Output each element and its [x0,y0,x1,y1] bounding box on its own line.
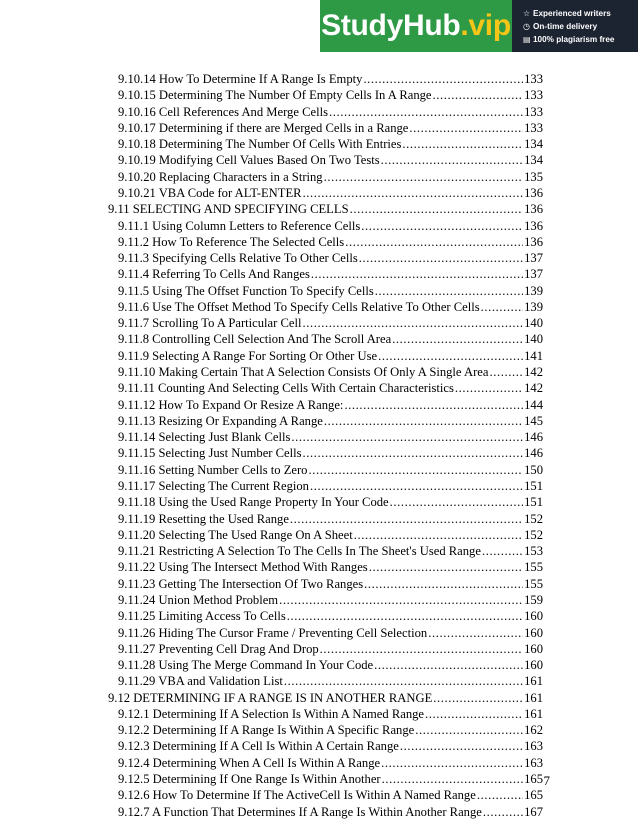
toc-entry-row [118,87,543,103]
toc-entry[interactable] [0,478,638,494]
toc-entry-row [118,641,543,657]
toc-entry[interactable] [0,104,638,120]
toc-leader-dots [433,690,523,706]
toc-entry-page: 139 [524,299,543,314]
toc-entry-title: 9.11.26 Hiding The Cursor Frame / Preventing Cell Selection [118,625,428,640]
toc-entry-row [118,494,543,510]
toc-leader-dots [425,706,523,722]
toc-entry[interactable] [0,218,638,234]
toc-entry-title: 9.10.20 Replacing Characters in a String [118,169,323,184]
toc-entry-title: 9.12 DETERMINING IF A RANGE IS IN ANOTHER RANGE [108,690,433,705]
toc-entry[interactable] [0,120,638,136]
toc-entry-title: 9.11.13 Resizing Or Expanding A Range [118,413,323,428]
toc-entry-row [118,511,543,527]
toc-entry-title: 9.12.1 Determining If A Selection Is Within A Named Range [118,706,425,721]
toc-entry-title: 9.11.21 Restricting A Selection To The Cells In The Sheet's Used Range [118,544,481,559]
toc-entry[interactable] [0,283,638,299]
toc-entry-row [118,608,543,624]
toc-entry-title: 9.11.1 Using Column Letters to Reference Cells [118,218,361,233]
toc-leader-dots [402,136,523,152]
toc-leader-dots [279,592,523,608]
toc-leader-dots [290,511,523,527]
toc-entry-page: 133 [524,88,543,103]
toc-entry-row [118,185,543,201]
toc-entry-title: 9.11.24 Union Method Problem [118,592,279,607]
toc-entry[interactable] [0,136,638,152]
toc-entry-title: 9.11.2 How To Reference The Selected Cells [118,234,345,249]
toc-entry-page: 136 [524,234,543,249]
toc-entry-row [118,706,543,722]
toc-entry-row [118,722,543,738]
toc-entry-page: 160 [524,609,543,624]
toc-leader-dots [359,250,523,266]
toc-leader-dots [364,576,523,592]
toc-entry-row [118,266,543,282]
toc-entry-title: 9.11.15 Selecting Just Number Cells [118,446,302,461]
toc-entry-row [118,234,543,250]
toc-entry-page: 152 [524,527,543,542]
toc-entry-title: 9.12.5 Determining If One Range Is Within Another [118,772,381,787]
toc-entry-row [118,673,543,689]
toc-entry-page: 136 [524,218,543,233]
toc-entry-page: 142 [524,365,543,380]
toc-entry-row [118,592,543,608]
toc-leader-dots [489,364,523,380]
toc-entry[interactable] [0,266,638,282]
feature-experienced-writers [523,7,638,20]
toc-entry-title: 9.12.3 Determining If A Cell Is Within A Certain Range [118,739,399,754]
toc-entry-page: 163 [524,739,543,754]
toc-entry[interactable] [0,576,638,592]
toc-entry-title: 9.11.9 Selecting A Range For Sorting Or Other Use [118,348,378,363]
toc-entry[interactable] [0,722,638,738]
studyhub-logo[interactable] [320,0,512,52]
toc-entry-row [118,380,543,396]
toc-entry[interactable] [0,755,638,771]
toc-entry[interactable] [0,787,638,803]
toc-entry[interactable] [0,543,638,559]
toc-entry-row [118,576,543,592]
toc-entry-page: 146 [524,430,543,445]
toc-entry-page: 133 [524,120,543,135]
toc-entry-page: 135 [524,169,543,184]
feature-label: On-time delivery [533,21,598,31]
toc-leader-dots [344,397,523,413]
toc-entry-page: 134 [524,153,543,168]
toc-entry[interactable] [0,657,638,673]
toc-entry-page: 133 [524,104,543,119]
feature-label: 100% plagiarism free [533,34,615,44]
logo-suffix: .vip [460,9,511,42]
toc-entry-title: 9.11.28 Using The Merge Command In Your Code [118,658,374,673]
toc-leader-dots [381,152,523,168]
toc-entry-row [118,755,543,771]
toc-entry-page: 136 [524,185,543,200]
toc-entry-title: 9.11.18 Using the Used Range Property In Your Code [118,495,389,510]
toc-entry-page: 152 [524,511,543,526]
toc-entry-page: 162 [524,723,543,738]
toc-entry-page: 167 [524,804,543,819]
toc-entry-title: 9.11.27 Preventing Cell Drag And Drop [118,641,319,656]
toc-entry-page: 159 [524,592,543,607]
toc-entry[interactable] [0,445,638,461]
toc-entry-page: 133 [524,72,543,86]
toc-leader-dots [378,348,523,364]
toc-entry-title: 9.11.12 How To Expand Or Resize A Range: [118,397,344,412]
toc-entry-page: 151 [524,495,543,510]
logo-main: StudyHub [321,9,461,42]
toc-leader-dots [455,380,523,396]
toc-entry-title: 9.12.4 Determining When A Cell Is Within A Range [118,755,381,770]
toc-leader-dots [392,331,523,347]
toc-entry[interactable] [0,608,638,624]
toc-entry[interactable] [0,152,638,168]
toc-entry-row [118,120,543,136]
toc-entry-title: 9.11.22 Using The Intersect Method With Ranges [118,560,368,575]
toc-entry-page: 145 [524,413,543,428]
toc-entry[interactable] [0,592,638,608]
toc-entry-title: 9.11.4 Referring To Cells And Ranges [118,267,310,282]
toc-entry-title: 9.11.17 Selecting The Current Region [118,479,309,493]
toc-entry-row [118,804,543,820]
toc-entry-row [118,136,543,152]
toc-leader-dots [390,494,523,510]
toc-entry-title: 9.10.19 Modifying Cell Values Based On Two Tests [118,153,380,168]
toc-entry[interactable] [0,87,638,103]
toc-entry-page: 137 [524,267,543,282]
toc-entry-row [118,478,543,494]
toc-leader-dots [345,234,523,250]
toc-entry-title: 9.11.14 Selecting Just Blank Cells [118,430,291,445]
toc-entry-row [118,771,543,787]
toc-entry-page: 141 [524,348,543,363]
toc-entry-row [118,738,543,754]
toc-entry-row [118,364,543,380]
toc-leader-dots [382,771,523,787]
page-number: 7 [543,773,550,788]
toc-entry[interactable] [0,527,638,543]
toc-entry-row [118,331,543,347]
toc-entry-page: 160 [524,658,543,673]
toc-entry-row [118,348,543,364]
toc-entry-row [118,250,543,266]
toc-entry[interactable] [0,673,638,689]
toc-entry[interactable] [0,364,638,380]
toc-entry-row [118,283,543,299]
toc-entry-title: 9.11.25 Limiting Access To Cells [118,609,286,624]
studyhub-banner[interactable] [320,0,638,52]
toc-entry-title: 9.11.10 Making Certain That A Selection Consists Of Only A Single Area [118,365,489,380]
toc-entry-title: 9.11.19 Resetting the Used Range [118,511,289,526]
toc-section-entry[interactable] [0,690,638,706]
toc-entry-title: 9.11 SELECTING AND SPECIFYING CELLS [108,202,349,217]
toc-entry-page: 134 [524,137,543,152]
toc-entry[interactable] [0,397,638,413]
toc-entry-title: 9.10.15 Determining The Number Of Empty Cells In A Range [118,88,432,103]
toc-leader-dots [482,543,523,559]
toc-leader-dots [311,266,523,282]
toc-leader-dots [400,738,523,754]
toc-entry-title: 9.11.11 Counting And Selecting Cells With Certain Characteristics [118,381,454,396]
toc-entry-page: 155 [524,576,543,591]
feature-label: Experienced writers [533,8,611,18]
toc-entry-row [118,787,543,803]
toc-leader-dots [287,608,523,624]
toc-leader-dots [415,722,523,738]
toc-entry-title: 9.10.14 How To Determine If A Range Is Empty [118,72,363,86]
toc-leader-dots [329,104,523,120]
toc-entry-row [118,104,543,120]
toc-entry-title: 9.11.16 Setting Number Cells to Zero [118,462,308,477]
toc-entry[interactable] [0,331,638,347]
toc-entry-page: 144 [524,397,543,412]
toc-entry[interactable] [0,185,638,201]
toc-entry[interactable] [0,462,638,478]
toc-entry-title: 9.11.3 Specifying Cells Relative To Other Cells [118,251,358,266]
toc-leader-dots [310,478,523,494]
toc-leader-dots [381,755,523,771]
document-icon: ▤ [523,34,531,44]
toc-entry-row [118,462,543,478]
toc-entry-title: 9.10.16 Cell References And Merge Cells [118,104,328,119]
toc-entry-row [118,152,543,168]
toc-entry[interactable] [0,641,638,657]
toc-leader-dots [284,673,523,689]
toc-leader-dots [363,71,523,87]
toc-entry-title: 9.10.18 Determining The Number Of Cells With Entries [118,137,402,152]
toc-entry-page: 160 [524,641,543,656]
toc-entry-page: 140 [524,316,543,331]
toc-leader-dots [303,185,524,201]
toc-entry-page: 165 [524,772,543,787]
toc-entry[interactable] [0,429,638,445]
toc-entry-row [118,315,543,331]
toc-entry-row [118,527,543,543]
toc-entry[interactable] [0,71,638,87]
clock-icon: ◷ [523,21,530,31]
toc-entry[interactable] [0,706,638,722]
toc-entry-row [118,169,543,185]
toc-entry-row [118,71,543,87]
toc-entry-title: 9.11.8 Controlling Cell Selection And The Scroll Area [118,332,392,347]
toc-leader-dots [291,429,523,445]
toc-entry-page: 139 [524,283,543,298]
toc-leader-dots [428,625,523,641]
toc-leader-dots [308,462,523,478]
toc-entry-row [118,429,543,445]
toc-entry[interactable] [0,738,638,754]
toc-entry-page: 140 [524,332,543,347]
toc-entry[interactable] [0,625,638,641]
toc-leader-dots [374,657,523,673]
toc-entry-title: 9.11.20 Selecting The Used Range On A Sheet [118,527,353,542]
feature-plagiarism-free [523,33,638,46]
toc-entry-title: 9.12.6 How To Determine If The ActiveCell Is Within A Named Range [118,788,476,803]
toc-entry-page: 142 [524,381,543,396]
banner-features [512,0,638,52]
toc-entry-row [108,201,543,217]
toc-entry-row [118,559,543,575]
toc-entry-page: 153 [524,544,543,559]
toc-entry-title: 9.10.21 VBA Code for ALT-ENTER [118,185,302,200]
toc-entry-row [118,445,543,461]
toc-entry-row [118,397,543,413]
toc-entry-title: 9.11.7 Scrolling To A Particular Cell [118,316,302,331]
toc-entry-row [118,218,543,234]
toc-entry-page: 165 [524,788,543,803]
toc-entry-row [118,657,543,673]
toc-leader-dots [324,413,523,429]
toc-entry[interactable] [0,299,638,315]
toc-leader-dots [483,804,523,820]
star-icon: ☆ [523,8,531,18]
toc-entry-page: 151 [524,479,543,493]
toc-entry[interactable] [0,234,638,250]
toc-leader-dots [324,169,524,185]
toc-entry-row [118,543,543,559]
toc-leader-dots [350,201,524,217]
toc-section-entry[interactable] [0,201,638,217]
toc-entry-title: 9.11.23 Getting The Intersection Of Two Ranges [118,576,364,591]
toc-leader-dots [361,218,523,234]
toc-leader-dots [302,315,523,331]
toc-entry-title: 9.10.17 Determining if there are Merged Cells in a Range [118,120,409,135]
toc-entry[interactable] [0,169,638,185]
toc-entry[interactable] [0,348,638,364]
toc-entry-page: 161 [524,690,543,705]
toc-entry-title: 9.12.2 Determining If A Range Is Within A Specific Range [118,723,415,738]
toc-entry-row [118,625,543,641]
toc-entry-row [118,413,543,429]
toc-entry[interactable] [0,250,638,266]
toc-entry-page: 161 [524,674,543,689]
toc-leader-dots [303,445,524,461]
toc-entry-page: 155 [524,560,543,575]
toc-entry-page: 160 [524,625,543,640]
toc-leader-dots [409,120,523,136]
toc-entry[interactable] [0,315,638,331]
toc-entry-page: 136 [524,202,543,217]
toc-entry[interactable] [0,380,638,396]
toc-entry-title: 9.11.29 VBA and Validation List [118,674,283,689]
toc-entry-row [118,299,543,315]
toc-entry-title: 9.12.7 A Function That Determines If A Range Is Within Another Range [118,804,482,819]
toc-entry[interactable] [0,804,638,820]
toc-leader-dots [369,559,523,575]
toc-leader-dots [481,299,523,315]
toc-entry-page: 150 [524,462,543,477]
toc-entry-title: 9.11.6 Use The Offset Method To Specify Cells Relative To Other Cells [118,299,480,314]
toc-entry-page: 146 [524,446,543,461]
toc-leader-dots [477,787,523,803]
toc-entry-page: 161 [524,706,543,721]
toc-entry-page: 163 [524,755,543,770]
toc-entry[interactable] [0,559,638,575]
toc-entry-title: 9.11.5 Using The Offset Function To Specify Cells [118,283,374,298]
feature-on-time-delivery [523,20,638,33]
toc-leader-dots [433,87,524,103]
toc-entry-page: 137 [524,251,543,266]
toc-entry[interactable] [0,494,638,510]
toc-leader-dots [354,527,523,543]
toc-entry[interactable] [0,511,638,527]
toc-leader-dots [375,283,523,299]
toc-leader-dots [320,641,523,657]
toc-entry-row [108,690,543,706]
toc-entry[interactable] [0,413,638,429]
